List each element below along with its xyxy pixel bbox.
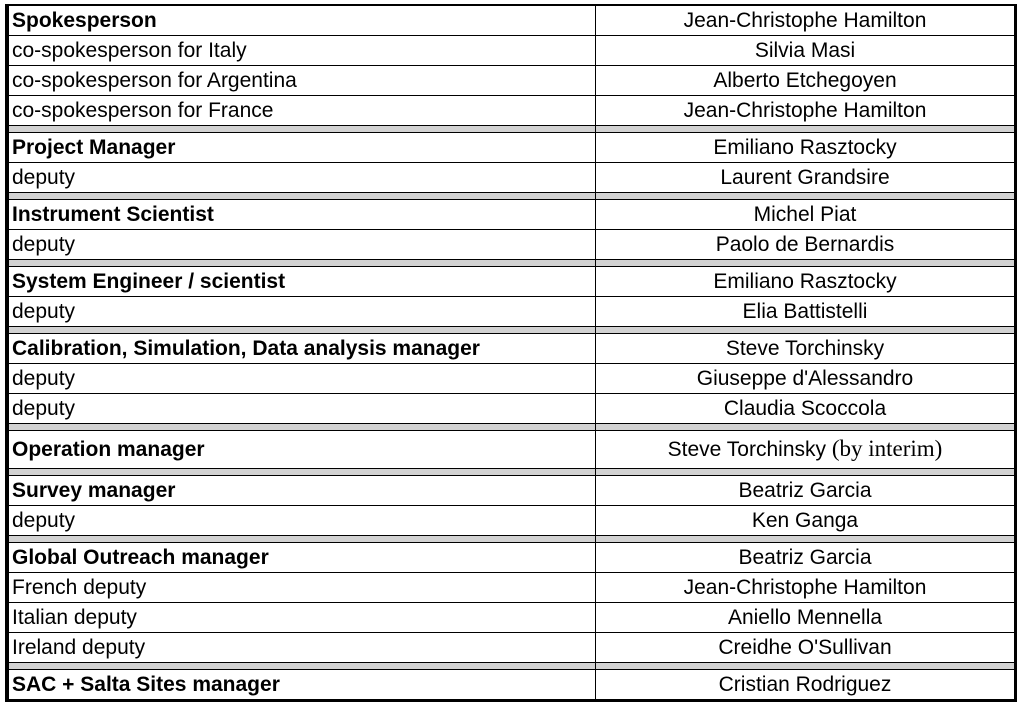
person-name: Beatriz Garcia bbox=[738, 545, 872, 569]
table-row bbox=[9, 133, 1015, 163]
person-name: Paolo de Bernardis bbox=[715, 232, 895, 256]
name-cell bbox=[596, 163, 1015, 193]
section-separator bbox=[9, 424, 1015, 431]
section-separator bbox=[9, 327, 1015, 334]
person-name: Jean-Christophe Hamilton bbox=[683, 8, 927, 32]
name-cell bbox=[596, 133, 1015, 163]
role-cell: co-spokesperson for Italy bbox=[9, 36, 596, 66]
separator-cell bbox=[9, 260, 596, 267]
name-cell bbox=[596, 573, 1015, 603]
person-name: Ken Ganga bbox=[751, 508, 859, 532]
role-cell: SAC + Salta Sites manager bbox=[9, 670, 596, 700]
role-cell: deputy bbox=[9, 163, 596, 193]
person-name: Elia Battistelli bbox=[742, 299, 868, 323]
person-name: Michel Piat bbox=[753, 202, 857, 226]
table-row bbox=[9, 603, 1015, 633]
role-cell: System Engineer / scientist bbox=[9, 267, 596, 297]
name-cell bbox=[596, 394, 1015, 424]
table-row bbox=[9, 36, 1015, 66]
person-name: Cristian Rodriguez bbox=[718, 672, 892, 696]
separator-cell bbox=[596, 424, 1015, 431]
person-name: Aniello Mennella bbox=[727, 605, 883, 629]
roles-table-body bbox=[9, 6, 1015, 700]
name-cell bbox=[596, 543, 1015, 573]
name-cell bbox=[596, 431, 1015, 469]
separator-cell bbox=[9, 424, 596, 431]
separator-cell bbox=[596, 126, 1015, 133]
separator-cell bbox=[9, 126, 596, 133]
name-cell bbox=[596, 633, 1015, 663]
person-name: Giuseppe d'Alessandro bbox=[696, 366, 914, 390]
table-row bbox=[9, 267, 1015, 297]
separator-cell bbox=[9, 663, 596, 670]
table-row bbox=[9, 297, 1015, 327]
roles-table bbox=[8, 5, 1015, 700]
section-separator bbox=[9, 193, 1015, 200]
name-cell bbox=[596, 6, 1015, 36]
role-cell: Operation manager bbox=[9, 431, 596, 469]
separator-cell bbox=[596, 469, 1015, 476]
separator-cell bbox=[596, 260, 1015, 267]
role-cell: co-spokesperson for France bbox=[9, 96, 596, 126]
person-name: Steve Torchinsky bbox=[667, 438, 826, 461]
person-name: Creidhe O'Sullivan bbox=[718, 635, 892, 659]
person-name: Laurent Grandsire bbox=[720, 165, 890, 189]
section-separator bbox=[9, 536, 1015, 543]
role-cell: Instrument Scientist bbox=[9, 200, 596, 230]
person-name: Alberto Etchegoyen bbox=[713, 68, 897, 92]
person-name: Claudia Scoccola bbox=[723, 396, 887, 420]
separator-cell bbox=[9, 193, 596, 200]
table-row bbox=[9, 431, 1015, 469]
person-name: Emiliano Rasztocky bbox=[713, 135, 897, 159]
table-row bbox=[9, 200, 1015, 230]
roles-table-container bbox=[5, 4, 1017, 702]
role-cell: Project Manager bbox=[9, 133, 596, 163]
name-cell bbox=[596, 36, 1015, 66]
section-separator bbox=[9, 663, 1015, 670]
person-name: Jean-Christophe Hamilton bbox=[683, 98, 927, 122]
name-cell bbox=[596, 670, 1015, 700]
role-cell: co-spokesperson for Argentina bbox=[9, 66, 596, 96]
role-cell: French deputy bbox=[9, 573, 596, 603]
name-cell bbox=[596, 476, 1015, 506]
table-row bbox=[9, 66, 1015, 96]
separator-cell bbox=[9, 536, 596, 543]
table-row bbox=[9, 506, 1015, 536]
section-separator bbox=[9, 469, 1015, 476]
role-cell: deputy bbox=[9, 364, 596, 394]
name-cell bbox=[596, 364, 1015, 394]
name-cell bbox=[596, 96, 1015, 126]
table-row bbox=[9, 573, 1015, 603]
separator-cell bbox=[596, 327, 1015, 334]
name-cell bbox=[596, 66, 1015, 96]
table-row bbox=[9, 163, 1015, 193]
interim-note: (by interim) bbox=[831, 436, 943, 461]
table-row bbox=[9, 543, 1015, 573]
table-row bbox=[9, 334, 1015, 364]
name-cell bbox=[596, 230, 1015, 260]
section-separator bbox=[9, 260, 1015, 267]
person-name: Emiliano Rasztocky bbox=[713, 269, 897, 293]
name-cell bbox=[596, 200, 1015, 230]
table-row bbox=[9, 6, 1015, 36]
person-name: Silvia Masi bbox=[754, 38, 856, 62]
table-row bbox=[9, 633, 1015, 663]
name-cell bbox=[596, 506, 1015, 536]
role-cell: Survey manager bbox=[9, 476, 596, 506]
name-cell bbox=[596, 297, 1015, 327]
role-cell: deputy bbox=[9, 506, 596, 536]
role-cell: deputy bbox=[9, 297, 596, 327]
table-row bbox=[9, 670, 1015, 700]
name-cell bbox=[596, 267, 1015, 297]
role-cell: Italian deputy bbox=[9, 603, 596, 633]
role-cell: deputy bbox=[9, 230, 596, 260]
separator-cell bbox=[9, 327, 596, 334]
table-row bbox=[9, 230, 1015, 260]
table-row bbox=[9, 96, 1015, 126]
role-cell: deputy bbox=[9, 394, 596, 424]
table-row bbox=[9, 364, 1015, 394]
person-name: Steve Torchinsky bbox=[725, 336, 885, 360]
name-cell bbox=[596, 334, 1015, 364]
person-name: Jean-Christophe Hamilton bbox=[683, 575, 927, 599]
role-cell: Spokesperson bbox=[9, 6, 596, 36]
separator-cell bbox=[9, 469, 596, 476]
role-cell: Global Outreach manager bbox=[9, 543, 596, 573]
separator-cell bbox=[596, 193, 1015, 200]
role-cell: Ireland deputy bbox=[9, 633, 596, 663]
separator-cell bbox=[596, 663, 1015, 670]
table-row bbox=[9, 476, 1015, 506]
table-row bbox=[9, 394, 1015, 424]
role-cell: Calibration, Simulation, Data analysis manager bbox=[9, 334, 596, 364]
section-separator bbox=[9, 126, 1015, 133]
separator-cell bbox=[596, 536, 1015, 543]
person-name: Beatriz Garcia bbox=[738, 478, 872, 502]
name-cell bbox=[596, 603, 1015, 633]
